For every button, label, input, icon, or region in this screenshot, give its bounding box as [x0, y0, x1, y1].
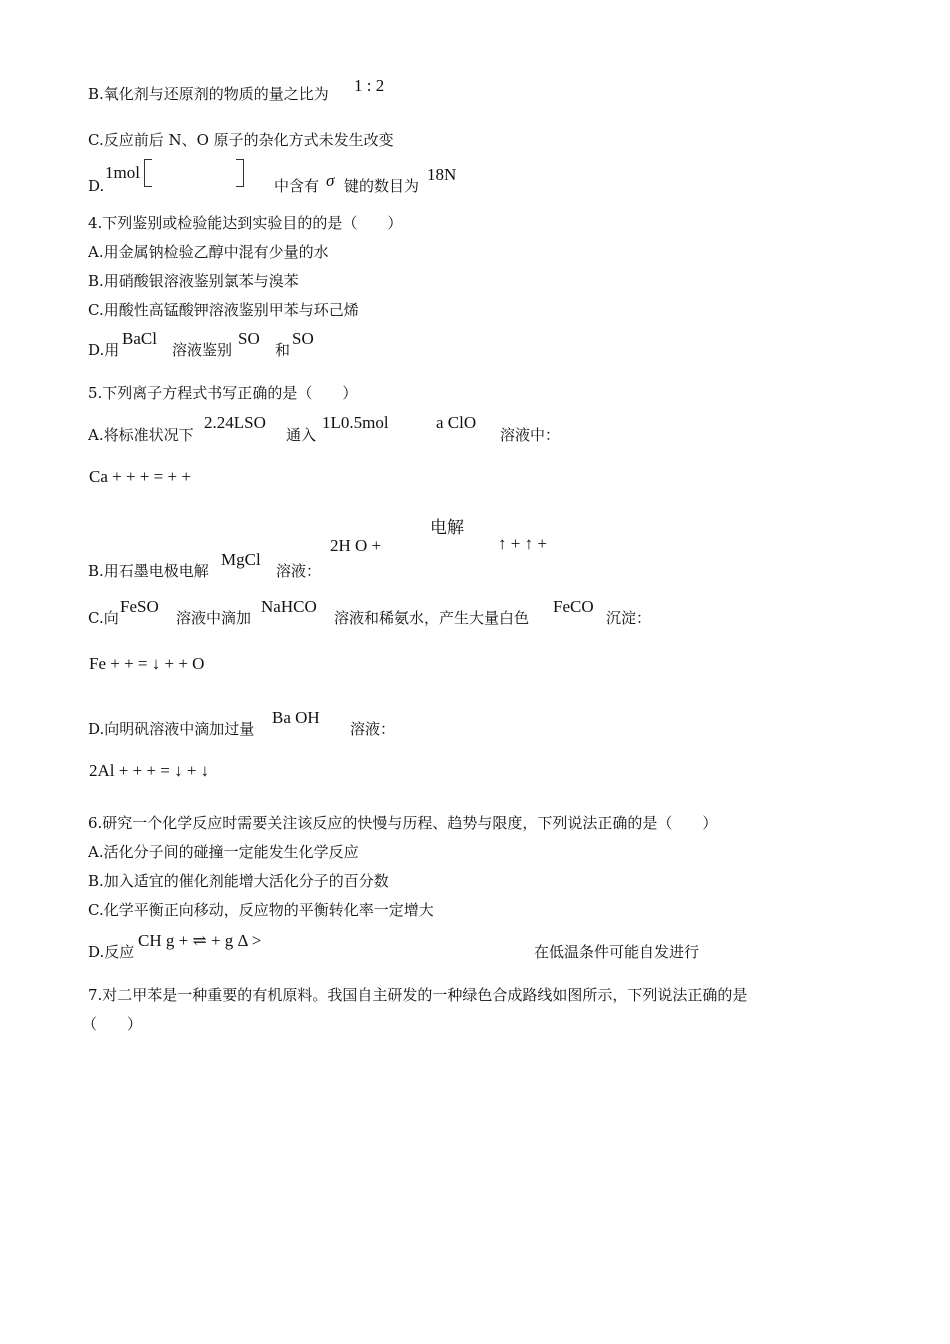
q5-option-a-equation: Ca + + + = + + [89, 467, 191, 486]
q5-option-c-text4: 沉淀： [606, 609, 652, 627]
q3-option-d-text2: 键的数目为 [344, 177, 420, 195]
q5-option-a-gas: 2.24LSO [204, 413, 266, 432]
q5-option-a-solution: 1L0.5mol [322, 413, 389, 432]
q5-option-a-text2: 通入 [286, 426, 317, 444]
q3-option-b [88, 84, 329, 104]
q5-option-c-salt2: NaHCO [261, 597, 317, 616]
q5-option-d-base: Ba OH [272, 708, 320, 727]
q5-option-a-text3: 溶液中： [500, 426, 561, 444]
q4-stem: 4.下列鉴别或检验能达到实验目的的是（ ） [88, 214, 403, 232]
q3-option-b-text: B.氧化剂与还原剂的物质的量之比为 [88, 85, 329, 103]
q5-option-c-text1: C.向 [88, 609, 119, 627]
q5-option-b-salt: MgCl [221, 550, 261, 569]
q4-option-c: C.用酸性高锰酸钾溶液鉴别甲苯与环己烯 [88, 301, 359, 319]
q3-option-d-prefix: D. [88, 177, 105, 195]
q3-option-c: C.反应前后 N、O 原子的杂化方式未发生改变 [88, 131, 394, 149]
q3-option-d-sigma: σ [326, 171, 335, 190]
q5-option-b-text1: B.用石墨电极电解 [88, 562, 209, 580]
q6-option-a: A.活化分子间的碰撞一定能发生化学反应 [88, 843, 359, 861]
q5-option-a-text1: A.将标准状况下 [88, 426, 194, 444]
q3-option-d-text1: 中含有 [274, 177, 320, 195]
q4-option-a: A.用金属钠检验乙醇中混有少量的水 [88, 243, 329, 261]
q3-option-d-left-bracket [144, 159, 152, 187]
q6-option-d-prefix: D.反应 [88, 943, 135, 961]
q6-option-d-text: 在低温条件可能自发进行 [534, 943, 700, 961]
q5-option-b-text2: 溶液： [276, 562, 322, 580]
q6-option-d-equation: CH g + ⇌ + g Δ > [138, 931, 262, 950]
q4-option-d-text1: 溶液鉴别 [172, 341, 233, 359]
q5-option-c-salt1: FeSO [120, 597, 159, 616]
q4-option-d-and: 和 [275, 341, 291, 359]
q3-option-d-amount: 1mol [105, 163, 140, 182]
q5-option-d-text2: 溶液： [350, 720, 396, 738]
q3-option-d-right-bracket [236, 159, 244, 187]
q5-option-c-precipitate: FeCO [553, 597, 594, 616]
q5-option-c-equation: Fe + + = ↓ + + O [89, 654, 205, 673]
q5-option-c-text2: 溶液中滴加 [176, 609, 252, 627]
q5-option-b-equation-left: 2H O + [330, 536, 382, 555]
q7-stem: 7.对二甲苯是一种重要的有机原料。我国自主研发的一种绿色合成路线如图所示，下列说法正确的是 [88, 986, 748, 1004]
q4-option-d-prefix: D.用 [88, 341, 120, 359]
q5-option-d-text1: D.向明矾溶液中滴加过量 [88, 720, 255, 738]
q4-option-d-ion1: SO [238, 329, 260, 348]
q3-option-b-ratio: 1 : 2 [354, 76, 385, 95]
q5-option-b-condition: 电解 [430, 518, 464, 538]
q6-stem: 6.研究一个化学反应时需要关注该反应的快慢与历程、趋势与限度，下列说法正确的是（ ） [88, 814, 718, 832]
q7-stem-continuation: （ ） [82, 1015, 143, 1033]
q6-option-c: C.化学平衡正向移动，反应物的平衡转化率一定增大 [88, 901, 434, 919]
q5-option-c-text3: 溶液和稀氨水，产生大量白色 [334, 609, 530, 627]
q4-option-d-ion2: SO [292, 329, 314, 348]
q5-stem: 5.下列离子方程式书写正确的是（ ） [88, 384, 358, 402]
q5-option-b-equation-right: ↑ + ↑ + [498, 534, 547, 553]
q5-option-a-solute: a ClO [436, 413, 477, 432]
q5-option-d-equation: 2Al + + + = ↓ + ↓ [89, 761, 210, 780]
q4-option-b: B.用硝酸银溶液鉴别氯苯与溴苯 [88, 272, 299, 290]
q4-option-d-reagent: BaCl [122, 329, 157, 348]
q6-option-b: B.加入适宜的催化剂能增大活化分子的百分数 [88, 872, 389, 890]
q3-option-d-value: 18N [427, 165, 457, 184]
